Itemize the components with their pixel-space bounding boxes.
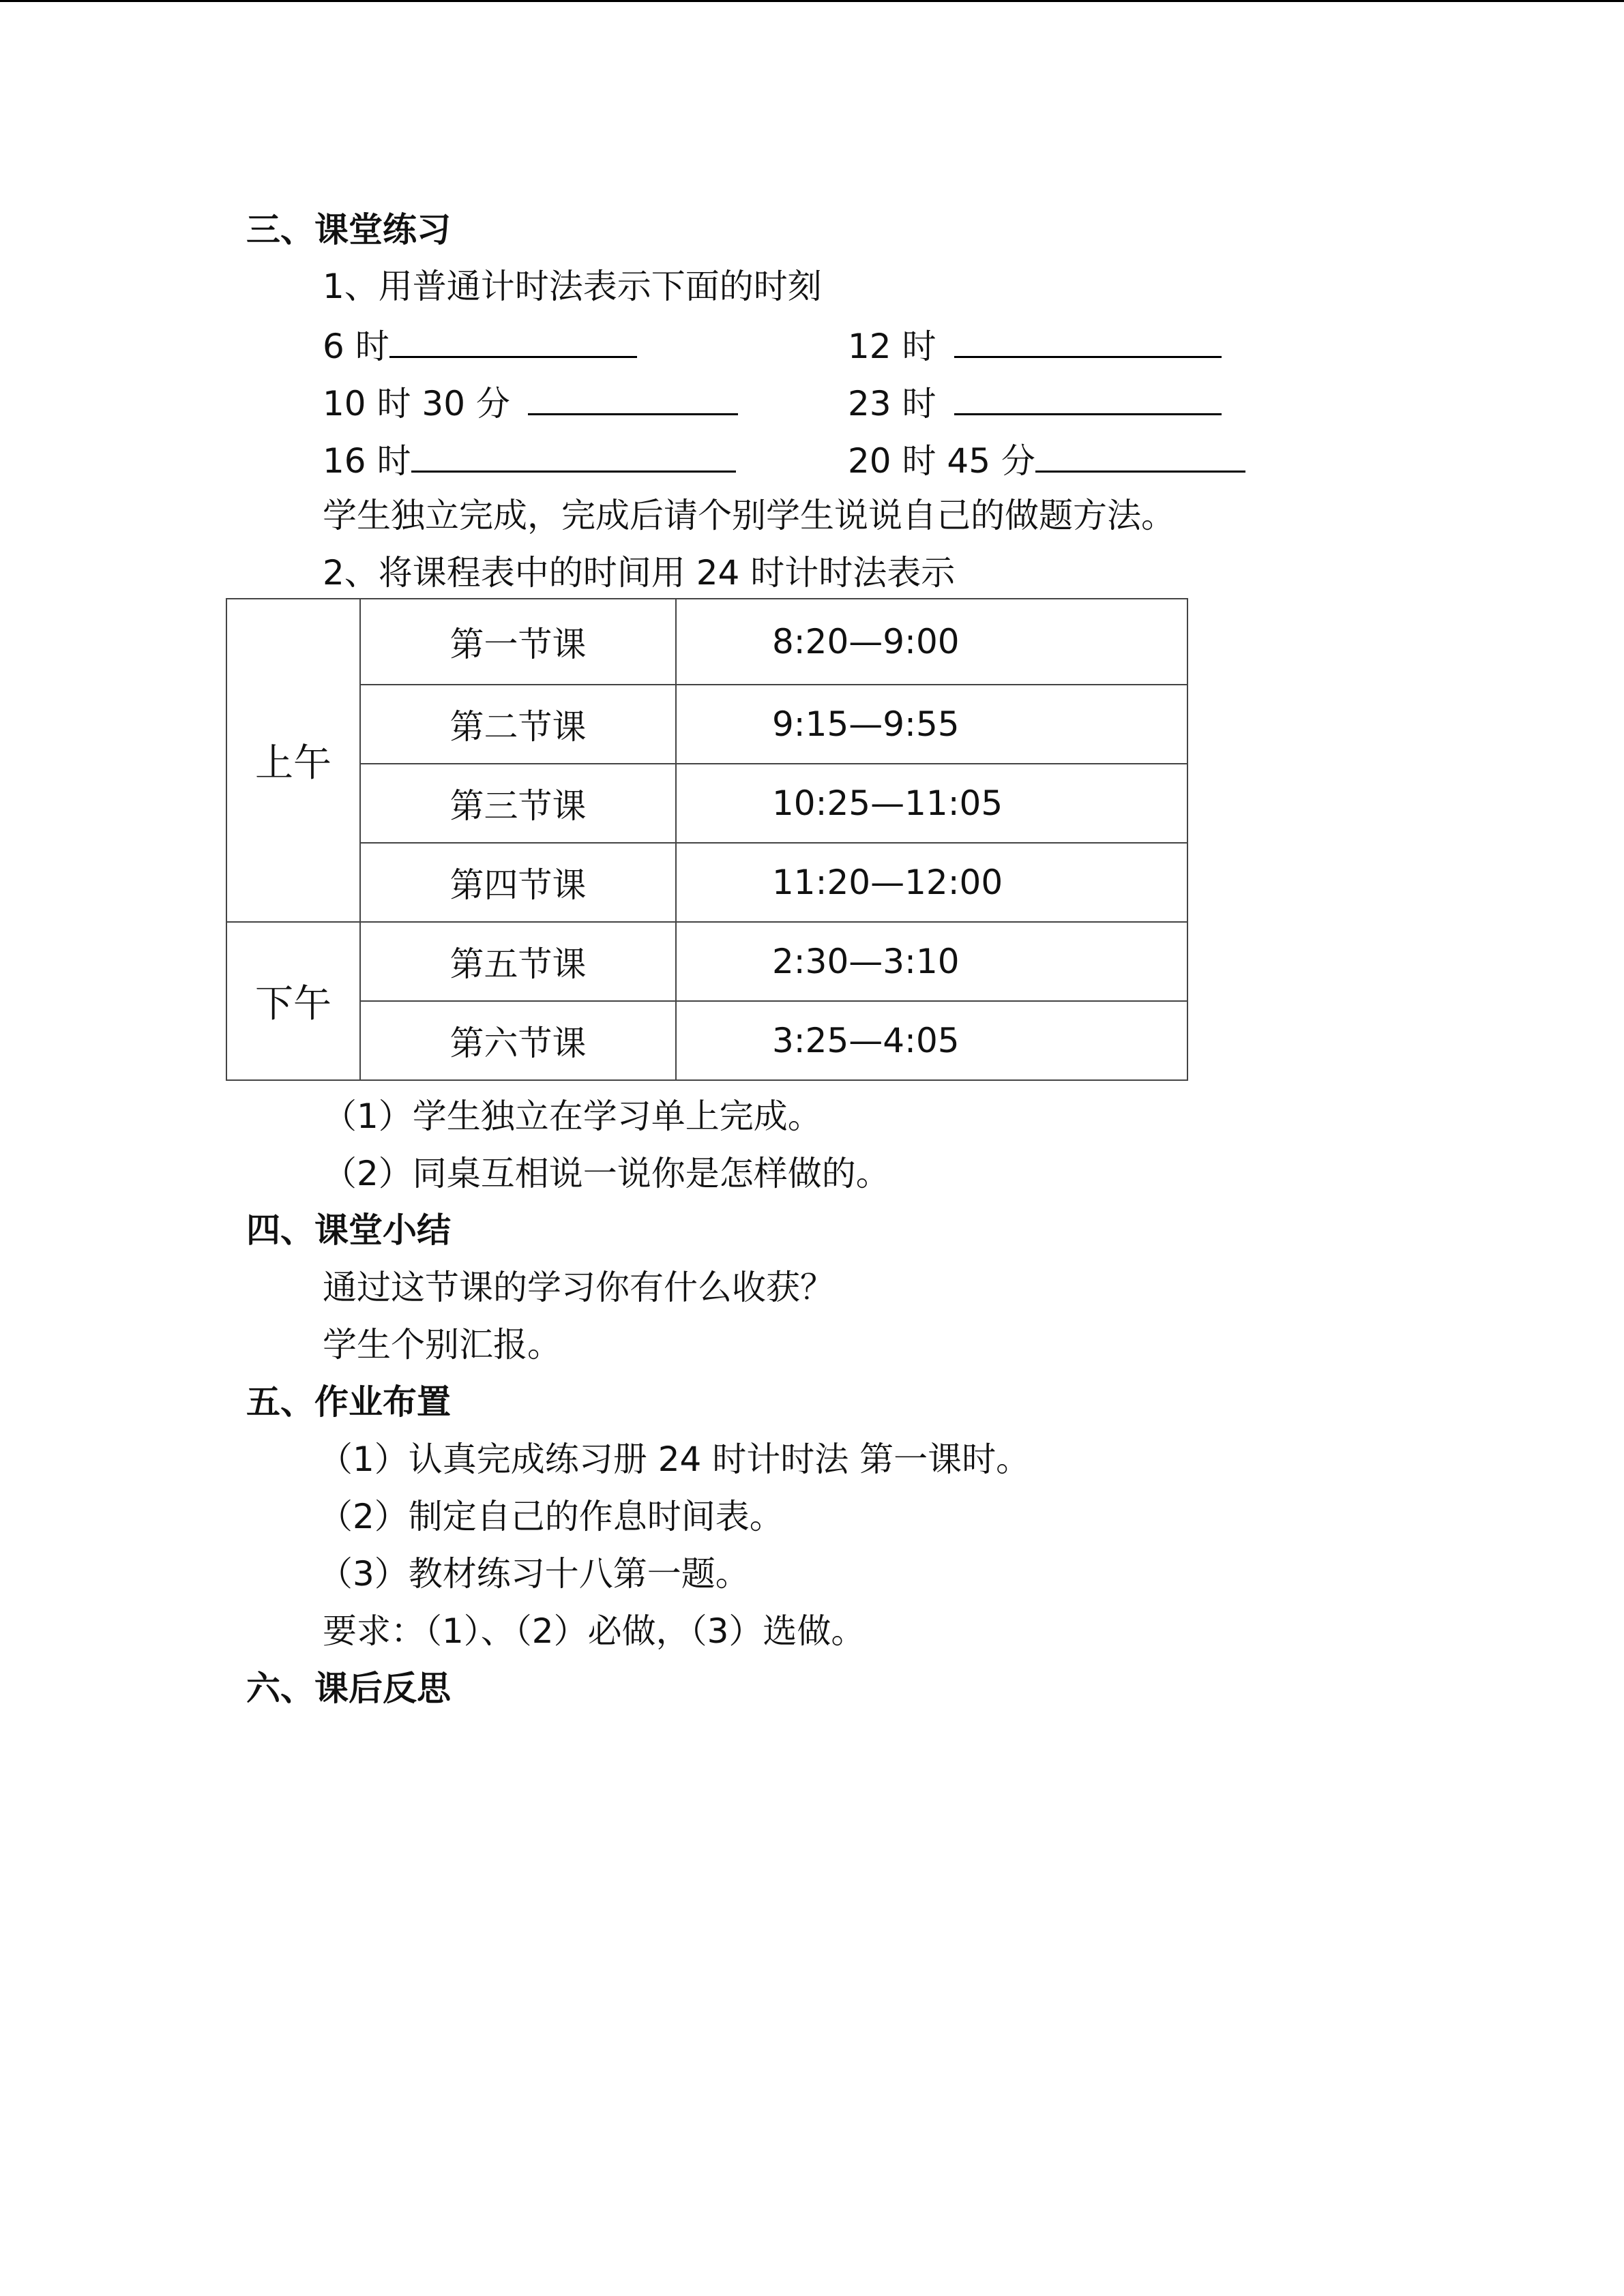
- question-2-title: 2、将课程表中的时间用 24 时计时法表示: [323, 553, 956, 593]
- question-1-title: 1、用普通计时法表示下面的时刻: [323, 267, 822, 306]
- fill-item: [848, 379, 1222, 426]
- fill-item-label: 12 时: [848, 327, 936, 366]
- homework-line: （2）制定自己的作息时间表。: [319, 1497, 784, 1536]
- answer-blank[interactable]: [954, 379, 1222, 415]
- section-heading-reflection: 六、课后反思: [246, 1669, 451, 1708]
- answer-blank[interactable]: [954, 322, 1222, 358]
- fill-item: [323, 436, 736, 483]
- lesson-name: 第六节课: [360, 1001, 676, 1080]
- lesson-time: 8:20—9:00: [676, 599, 1187, 685]
- fill-item: [323, 379, 738, 426]
- fill-item-label: 16 时: [323, 441, 411, 481]
- schedule-table: [226, 598, 1188, 1081]
- fill-item: [323, 322, 637, 368]
- lesson-name: 第一节课: [360, 599, 676, 685]
- summary-line: 通过这节课的学习你有什么收获？: [323, 1268, 834, 1307]
- table-row: [226, 843, 1187, 922]
- lesson-name: 第五节课: [360, 922, 676, 1001]
- period-afternoon: 下午: [226, 922, 360, 1080]
- table-row: [226, 599, 1187, 685]
- lesson-time: 9:15—9:55: [676, 685, 1187, 764]
- fill-item-label: 20 时 45 分: [848, 441, 1035, 481]
- question-1-note: 学生独立完成，完成后请个别学生说说自己的做题方法。: [323, 496, 1175, 535]
- homework-line: （3）教材练习十八第一题。: [319, 1554, 750, 1594]
- lesson-time: 11:20—12:00: [676, 843, 1187, 922]
- answer-blank[interactable]: [1035, 436, 1245, 473]
- lesson-name: 第二节课: [360, 685, 676, 764]
- answer-blank[interactable]: [528, 379, 738, 415]
- table-row: [226, 922, 1187, 1001]
- fill-item-label: 23 时: [848, 384, 936, 423]
- question-2-step-2: （2）同桌互相说一说你是怎样做的。: [323, 1154, 890, 1193]
- fill-item-label: 10 时 30 分: [323, 384, 510, 423]
- summary-line: 学生个别汇报。: [323, 1325, 561, 1365]
- lesson-name: 第四节课: [360, 843, 676, 922]
- table-row: [226, 764, 1187, 843]
- answer-blank[interactable]: [411, 436, 736, 473]
- question-2-step-1: （1）学生独立在学习单上完成。: [323, 1097, 822, 1136]
- section-heading-practice: 三、课堂练习: [246, 210, 451, 250]
- table-row: [226, 685, 1187, 764]
- homework-line: （1）认真完成练习册 24 时计时法 第一课时。: [319, 1440, 1031, 1479]
- table-row: [226, 1001, 1187, 1080]
- fill-item: [848, 322, 1222, 368]
- period-morning: 上午: [226, 599, 360, 922]
- fill-item: [848, 436, 1245, 483]
- lesson-time: 2:30—3:10: [676, 922, 1187, 1001]
- page-top-border: [0, 0, 1624, 2]
- fill-item-label: 6 时: [323, 327, 389, 366]
- section-heading-summary: 四、课堂小结: [246, 1210, 451, 1250]
- lesson-time: 3:25—4:05: [676, 1001, 1187, 1080]
- answer-blank[interactable]: [389, 322, 637, 358]
- homework-requirement: 要求：（1）、（2）必做，（3）选做。: [323, 1611, 866, 1651]
- lesson-name: 第三节课: [360, 764, 676, 843]
- lesson-time: 10:25—11:05: [676, 764, 1187, 843]
- section-heading-homework: 五、作业布置: [246, 1382, 451, 1422]
